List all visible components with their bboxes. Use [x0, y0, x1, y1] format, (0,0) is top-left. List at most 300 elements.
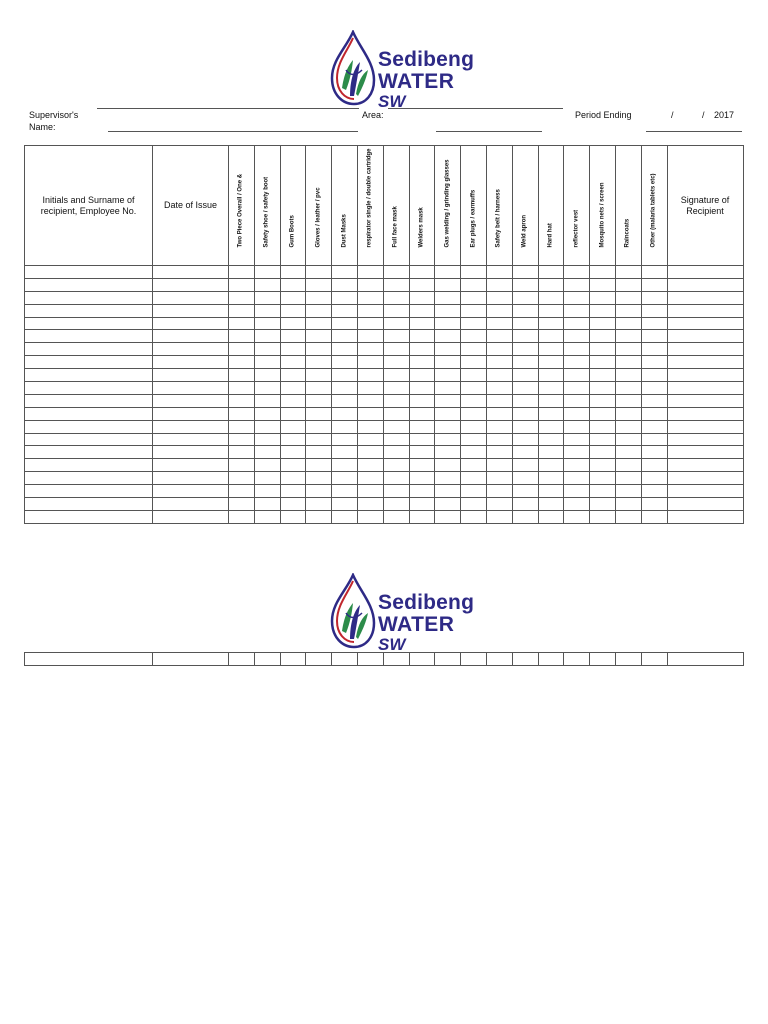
table-cell[interactable] — [590, 394, 616, 407]
table-cell[interactable] — [615, 485, 641, 498]
table-cell[interactable] — [357, 420, 383, 433]
table-cell[interactable] — [229, 407, 255, 420]
table-cell[interactable] — [538, 498, 564, 511]
table-cell[interactable] — [590, 420, 616, 433]
table-cell[interactable] — [667, 485, 743, 498]
table-cell[interactable] — [332, 317, 358, 330]
table-cell[interactable] — [25, 369, 153, 382]
table-cell[interactable] — [461, 433, 487, 446]
table-cell[interactable] — [332, 356, 358, 369]
table-cell[interactable] — [229, 266, 255, 279]
table-cell[interactable] — [667, 330, 743, 343]
table-cell[interactable] — [254, 394, 280, 407]
table-cell[interactable] — [641, 382, 667, 395]
table-cell[interactable] — [409, 498, 435, 511]
table-cell[interactable] — [435, 459, 461, 472]
table-cell[interactable] — [486, 317, 512, 330]
table-cell[interactable] — [306, 356, 332, 369]
table-cell[interactable] — [409, 278, 435, 291]
table-cell[interactable] — [615, 382, 641, 395]
table-cell[interactable] — [254, 653, 280, 666]
table-cell[interactable] — [357, 394, 383, 407]
area-line-top[interactable] — [388, 108, 563, 109]
table-cell[interactable] — [486, 407, 512, 420]
table-cell[interactable] — [409, 420, 435, 433]
table-cell[interactable] — [667, 304, 743, 317]
table-cell[interactable] — [280, 343, 306, 356]
table-cell[interactable] — [615, 278, 641, 291]
table-cell[interactable] — [564, 343, 590, 356]
table-cell[interactable] — [254, 369, 280, 382]
table-cell[interactable] — [461, 498, 487, 511]
table-cell[interactable] — [486, 653, 512, 666]
table-cell[interactable] — [435, 291, 461, 304]
table-cell[interactable] — [357, 510, 383, 523]
table-cell[interactable] — [254, 420, 280, 433]
table-cell[interactable] — [153, 266, 229, 279]
table-cell[interactable] — [383, 304, 409, 317]
table-cell[interactable] — [383, 356, 409, 369]
table-cell[interactable] — [461, 407, 487, 420]
table-cell[interactable] — [254, 343, 280, 356]
table-cell[interactable] — [409, 317, 435, 330]
table-cell[interactable] — [153, 317, 229, 330]
table-cell[interactable] — [280, 382, 306, 395]
table-cell[interactable] — [306, 485, 332, 498]
table-cell[interactable] — [25, 459, 153, 472]
table-cell[interactable] — [667, 343, 743, 356]
table-cell[interactable] — [590, 498, 616, 511]
table-cell[interactable] — [641, 356, 667, 369]
table-cell[interactable] — [512, 304, 538, 317]
table-cell[interactable] — [590, 317, 616, 330]
table-cell[interactable] — [615, 291, 641, 304]
table-cell[interactable] — [435, 278, 461, 291]
table-cell[interactable] — [590, 510, 616, 523]
table-cell[interactable] — [409, 485, 435, 498]
table-cell[interactable] — [254, 330, 280, 343]
table-cell[interactable] — [153, 420, 229, 433]
table-cell[interactable] — [153, 446, 229, 459]
table-cell[interactable] — [229, 291, 255, 304]
table-cell[interactable] — [615, 343, 641, 356]
table-cell[interactable] — [25, 266, 153, 279]
table-cell[interactable] — [461, 369, 487, 382]
table-cell[interactable] — [564, 317, 590, 330]
table-cell[interactable] — [435, 317, 461, 330]
table-cell[interactable] — [332, 510, 358, 523]
table-cell[interactable] — [254, 485, 280, 498]
table-cell[interactable] — [153, 356, 229, 369]
table-cell[interactable] — [512, 343, 538, 356]
table-cell[interactable] — [486, 343, 512, 356]
table-cell[interactable] — [229, 317, 255, 330]
table-cell[interactable] — [229, 343, 255, 356]
table-cell[interactable] — [641, 278, 667, 291]
table-cell[interactable] — [564, 330, 590, 343]
table-cell[interactable] — [280, 304, 306, 317]
table-cell[interactable] — [254, 433, 280, 446]
table-cell[interactable] — [461, 420, 487, 433]
table-cell[interactable] — [461, 266, 487, 279]
table-cell[interactable] — [383, 278, 409, 291]
table-cell[interactable] — [615, 498, 641, 511]
table-cell[interactable] — [25, 446, 153, 459]
table-cell[interactable] — [486, 266, 512, 279]
table-cell[interactable] — [25, 278, 153, 291]
table-cell[interactable] — [461, 291, 487, 304]
table-cell[interactable] — [25, 510, 153, 523]
table-cell[interactable] — [667, 369, 743, 382]
table-cell[interactable] — [461, 394, 487, 407]
table-cell[interactable] — [25, 304, 153, 317]
table-cell[interactable] — [409, 459, 435, 472]
table-cell[interactable] — [332, 330, 358, 343]
table-cell[interactable] — [383, 459, 409, 472]
table-cell[interactable] — [486, 485, 512, 498]
table-cell[interactable] — [641, 510, 667, 523]
table-cell[interactable] — [512, 291, 538, 304]
table-cell[interactable] — [461, 485, 487, 498]
table-cell[interactable] — [461, 653, 487, 666]
table-cell[interactable] — [357, 278, 383, 291]
table-cell[interactable] — [25, 317, 153, 330]
table-cell[interactable] — [153, 498, 229, 511]
table-cell[interactable] — [615, 510, 641, 523]
table-cell[interactable] — [615, 266, 641, 279]
table-cell[interactable] — [564, 356, 590, 369]
table-cell[interactable] — [590, 472, 616, 485]
table-cell[interactable] — [641, 433, 667, 446]
table-cell[interactable] — [153, 459, 229, 472]
table-cell[interactable] — [615, 653, 641, 666]
table-cell[interactable] — [306, 510, 332, 523]
table-cell[interactable] — [564, 394, 590, 407]
table-cell[interactable] — [306, 394, 332, 407]
table-cell[interactable] — [564, 369, 590, 382]
table-cell[interactable] — [229, 394, 255, 407]
table-cell[interactable] — [383, 382, 409, 395]
table-cell[interactable] — [409, 330, 435, 343]
table-cell[interactable] — [564, 510, 590, 523]
table-cell[interactable] — [254, 278, 280, 291]
table-cell[interactable] — [383, 291, 409, 304]
table-cell[interactable] — [590, 407, 616, 420]
table-cell[interactable] — [306, 330, 332, 343]
table-cell[interactable] — [461, 343, 487, 356]
table-cell[interactable] — [590, 446, 616, 459]
table-cell[interactable] — [280, 407, 306, 420]
table-cell[interactable] — [332, 459, 358, 472]
table-cell[interactable] — [383, 317, 409, 330]
table-cell[interactable] — [229, 356, 255, 369]
table-cell[interactable] — [435, 407, 461, 420]
table-cell[interactable] — [512, 498, 538, 511]
table-cell[interactable] — [564, 266, 590, 279]
table-cell[interactable] — [306, 304, 332, 317]
table-cell[interactable] — [564, 498, 590, 511]
table-cell[interactable] — [254, 304, 280, 317]
table-cell[interactable] — [512, 433, 538, 446]
table-cell[interactable] — [435, 446, 461, 459]
table-cell[interactable] — [254, 446, 280, 459]
table-cell[interactable] — [564, 291, 590, 304]
table-cell[interactable] — [641, 304, 667, 317]
table-cell[interactable] — [512, 510, 538, 523]
period-ending-field[interactable] — [646, 131, 742, 132]
table-cell[interactable] — [512, 330, 538, 343]
table-cell[interactable] — [538, 382, 564, 395]
table-cell[interactable] — [512, 485, 538, 498]
table-cell[interactable] — [229, 304, 255, 317]
table-cell[interactable] — [538, 510, 564, 523]
table-cell[interactable] — [667, 407, 743, 420]
table-cell[interactable] — [409, 407, 435, 420]
table-cell[interactable] — [306, 446, 332, 459]
table-cell[interactable] — [357, 291, 383, 304]
table-cell[interactable] — [667, 472, 743, 485]
table-cell[interactable] — [435, 266, 461, 279]
table-cell[interactable] — [229, 369, 255, 382]
table-cell[interactable] — [615, 304, 641, 317]
table-cell[interactable] — [538, 291, 564, 304]
table-cell[interactable] — [332, 382, 358, 395]
table-cell[interactable] — [435, 382, 461, 395]
table-cell[interactable] — [564, 407, 590, 420]
table-cell[interactable] — [512, 394, 538, 407]
table-cell[interactable] — [461, 317, 487, 330]
table-cell[interactable] — [357, 356, 383, 369]
table-cell[interactable] — [435, 394, 461, 407]
table-cell[interactable] — [153, 382, 229, 395]
table-cell[interactable] — [357, 653, 383, 666]
table-cell[interactable] — [357, 446, 383, 459]
table-cell[interactable] — [538, 330, 564, 343]
table-cell[interactable] — [332, 472, 358, 485]
table-cell[interactable] — [641, 407, 667, 420]
table-cell[interactable] — [229, 278, 255, 291]
table-cell[interactable] — [306, 420, 332, 433]
table-cell[interactable] — [357, 459, 383, 472]
table-cell[interactable] — [641, 446, 667, 459]
table-cell[interactable] — [435, 433, 461, 446]
table-cell[interactable] — [357, 407, 383, 420]
table-cell[interactable] — [564, 278, 590, 291]
table-cell[interactable] — [332, 433, 358, 446]
table-cell[interactable] — [229, 382, 255, 395]
table-cell[interactable] — [461, 446, 487, 459]
table-cell[interactable] — [332, 343, 358, 356]
table-cell[interactable] — [254, 407, 280, 420]
table-cell[interactable] — [512, 317, 538, 330]
table-cell[interactable] — [357, 472, 383, 485]
table-cell[interactable] — [564, 485, 590, 498]
table-cell[interactable] — [254, 459, 280, 472]
table-cell[interactable] — [383, 510, 409, 523]
table-cell[interactable] — [538, 356, 564, 369]
table-cell[interactable] — [667, 459, 743, 472]
table-cell[interactable] — [641, 266, 667, 279]
table-cell[interactable] — [590, 291, 616, 304]
table-cell[interactable] — [254, 356, 280, 369]
table-cell[interactable] — [332, 498, 358, 511]
table-cell[interactable] — [25, 433, 153, 446]
table-cell[interactable] — [383, 420, 409, 433]
table-cell[interactable] — [538, 304, 564, 317]
table-cell[interactable] — [564, 304, 590, 317]
table-cell[interactable] — [641, 291, 667, 304]
table-cell[interactable] — [435, 330, 461, 343]
table-cell[interactable] — [153, 330, 229, 343]
table-cell[interactable] — [486, 420, 512, 433]
table-cell[interactable] — [153, 407, 229, 420]
table-cell[interactable] — [25, 485, 153, 498]
table-cell[interactable] — [383, 343, 409, 356]
table-cell[interactable] — [461, 356, 487, 369]
table-cell[interactable] — [435, 498, 461, 511]
table-cell[interactable] — [280, 510, 306, 523]
table-cell[interactable] — [667, 382, 743, 395]
table-cell[interactable] — [641, 343, 667, 356]
table-cell[interactable] — [357, 343, 383, 356]
table-cell[interactable] — [332, 266, 358, 279]
table-cell[interactable] — [486, 459, 512, 472]
table-cell[interactable] — [538, 407, 564, 420]
table-cell[interactable] — [153, 485, 229, 498]
table-cell[interactable] — [486, 304, 512, 317]
table-cell[interactable] — [332, 407, 358, 420]
table-cell[interactable] — [564, 446, 590, 459]
table-cell[interactable] — [25, 343, 153, 356]
table-cell[interactable] — [306, 278, 332, 291]
table-cell[interactable] — [409, 291, 435, 304]
table-cell[interactable] — [280, 356, 306, 369]
table-cell[interactable] — [590, 433, 616, 446]
table-cell[interactable] — [538, 420, 564, 433]
table-cell[interactable] — [538, 653, 564, 666]
table-cell[interactable] — [461, 278, 487, 291]
table-cell[interactable] — [409, 369, 435, 382]
table-cell[interactable] — [153, 304, 229, 317]
table-cell[interactable] — [486, 382, 512, 395]
table-cell[interactable] — [641, 330, 667, 343]
table-cell[interactable] — [306, 653, 332, 666]
table-cell[interactable] — [409, 266, 435, 279]
table-cell[interactable] — [280, 266, 306, 279]
table-cell[interactable] — [461, 382, 487, 395]
table-cell[interactable] — [25, 394, 153, 407]
table-cell[interactable] — [486, 498, 512, 511]
table-cell[interactable] — [435, 304, 461, 317]
table-cell[interactable] — [409, 394, 435, 407]
table-cell[interactable] — [538, 343, 564, 356]
table-cell[interactable] — [615, 433, 641, 446]
table-cell[interactable] — [229, 485, 255, 498]
table-cell[interactable] — [383, 407, 409, 420]
table-cell[interactable] — [435, 485, 461, 498]
table-cell[interactable] — [229, 433, 255, 446]
table-cell[interactable] — [512, 369, 538, 382]
table-cell[interactable] — [280, 498, 306, 511]
table-cell[interactable] — [306, 407, 332, 420]
table-cell[interactable] — [153, 433, 229, 446]
table-cell[interactable] — [667, 317, 743, 330]
table-cell[interactable] — [615, 317, 641, 330]
table-cell[interactable] — [280, 485, 306, 498]
table-cell[interactable] — [332, 485, 358, 498]
table-cell[interactable] — [486, 433, 512, 446]
table-cell[interactable] — [486, 472, 512, 485]
table-cell[interactable] — [306, 459, 332, 472]
table-cell[interactable] — [615, 356, 641, 369]
table-cell[interactable] — [409, 510, 435, 523]
table-cell[interactable] — [332, 420, 358, 433]
table-cell[interactable] — [512, 356, 538, 369]
table-cell[interactable] — [25, 407, 153, 420]
table-cell[interactable] — [254, 266, 280, 279]
table-cell[interactable] — [564, 653, 590, 666]
table-cell[interactable] — [153, 653, 229, 666]
table-cell[interactable] — [590, 278, 616, 291]
table-cell[interactable] — [486, 510, 512, 523]
table-cell[interactable] — [229, 420, 255, 433]
table-cell[interactable] — [25, 498, 153, 511]
table-cell[interactable] — [538, 317, 564, 330]
table-cell[interactable] — [667, 498, 743, 511]
table-cell[interactable] — [153, 278, 229, 291]
table-cell[interactable] — [229, 653, 255, 666]
table-cell[interactable] — [590, 330, 616, 343]
table-cell[interactable] — [512, 382, 538, 395]
table-cell[interactable] — [486, 369, 512, 382]
table-cell[interactable] — [25, 653, 153, 666]
table-cell[interactable] — [383, 498, 409, 511]
table-cell[interactable] — [409, 446, 435, 459]
table-cell[interactable] — [383, 446, 409, 459]
table-cell[interactable] — [461, 472, 487, 485]
table-cell[interactable] — [383, 653, 409, 666]
table-cell[interactable] — [461, 510, 487, 523]
table-cell[interactable] — [538, 394, 564, 407]
table-cell[interactable] — [357, 266, 383, 279]
table-cell[interactable] — [153, 394, 229, 407]
table-cell[interactable] — [229, 446, 255, 459]
table-cell[interactable] — [25, 291, 153, 304]
table-cell[interactable] — [564, 433, 590, 446]
table-cell[interactable] — [357, 304, 383, 317]
table-cell[interactable] — [538, 433, 564, 446]
table-cell[interactable] — [538, 266, 564, 279]
table-cell[interactable] — [667, 356, 743, 369]
table-cell[interactable] — [486, 330, 512, 343]
table-cell[interactable] — [512, 420, 538, 433]
table-cell[interactable] — [409, 356, 435, 369]
table-cell[interactable] — [280, 653, 306, 666]
table-cell[interactable] — [280, 459, 306, 472]
table-cell[interactable] — [615, 407, 641, 420]
table-cell[interactable] — [435, 653, 461, 666]
table-cell[interactable] — [667, 266, 743, 279]
table-cell[interactable] — [512, 653, 538, 666]
table-cell[interactable] — [667, 420, 743, 433]
table-cell[interactable] — [667, 653, 743, 666]
table-cell[interactable] — [667, 446, 743, 459]
table-cell[interactable] — [332, 369, 358, 382]
table-cell[interactable] — [25, 330, 153, 343]
table-cell[interactable] — [229, 330, 255, 343]
table-cell[interactable] — [615, 459, 641, 472]
table-cell[interactable] — [435, 420, 461, 433]
